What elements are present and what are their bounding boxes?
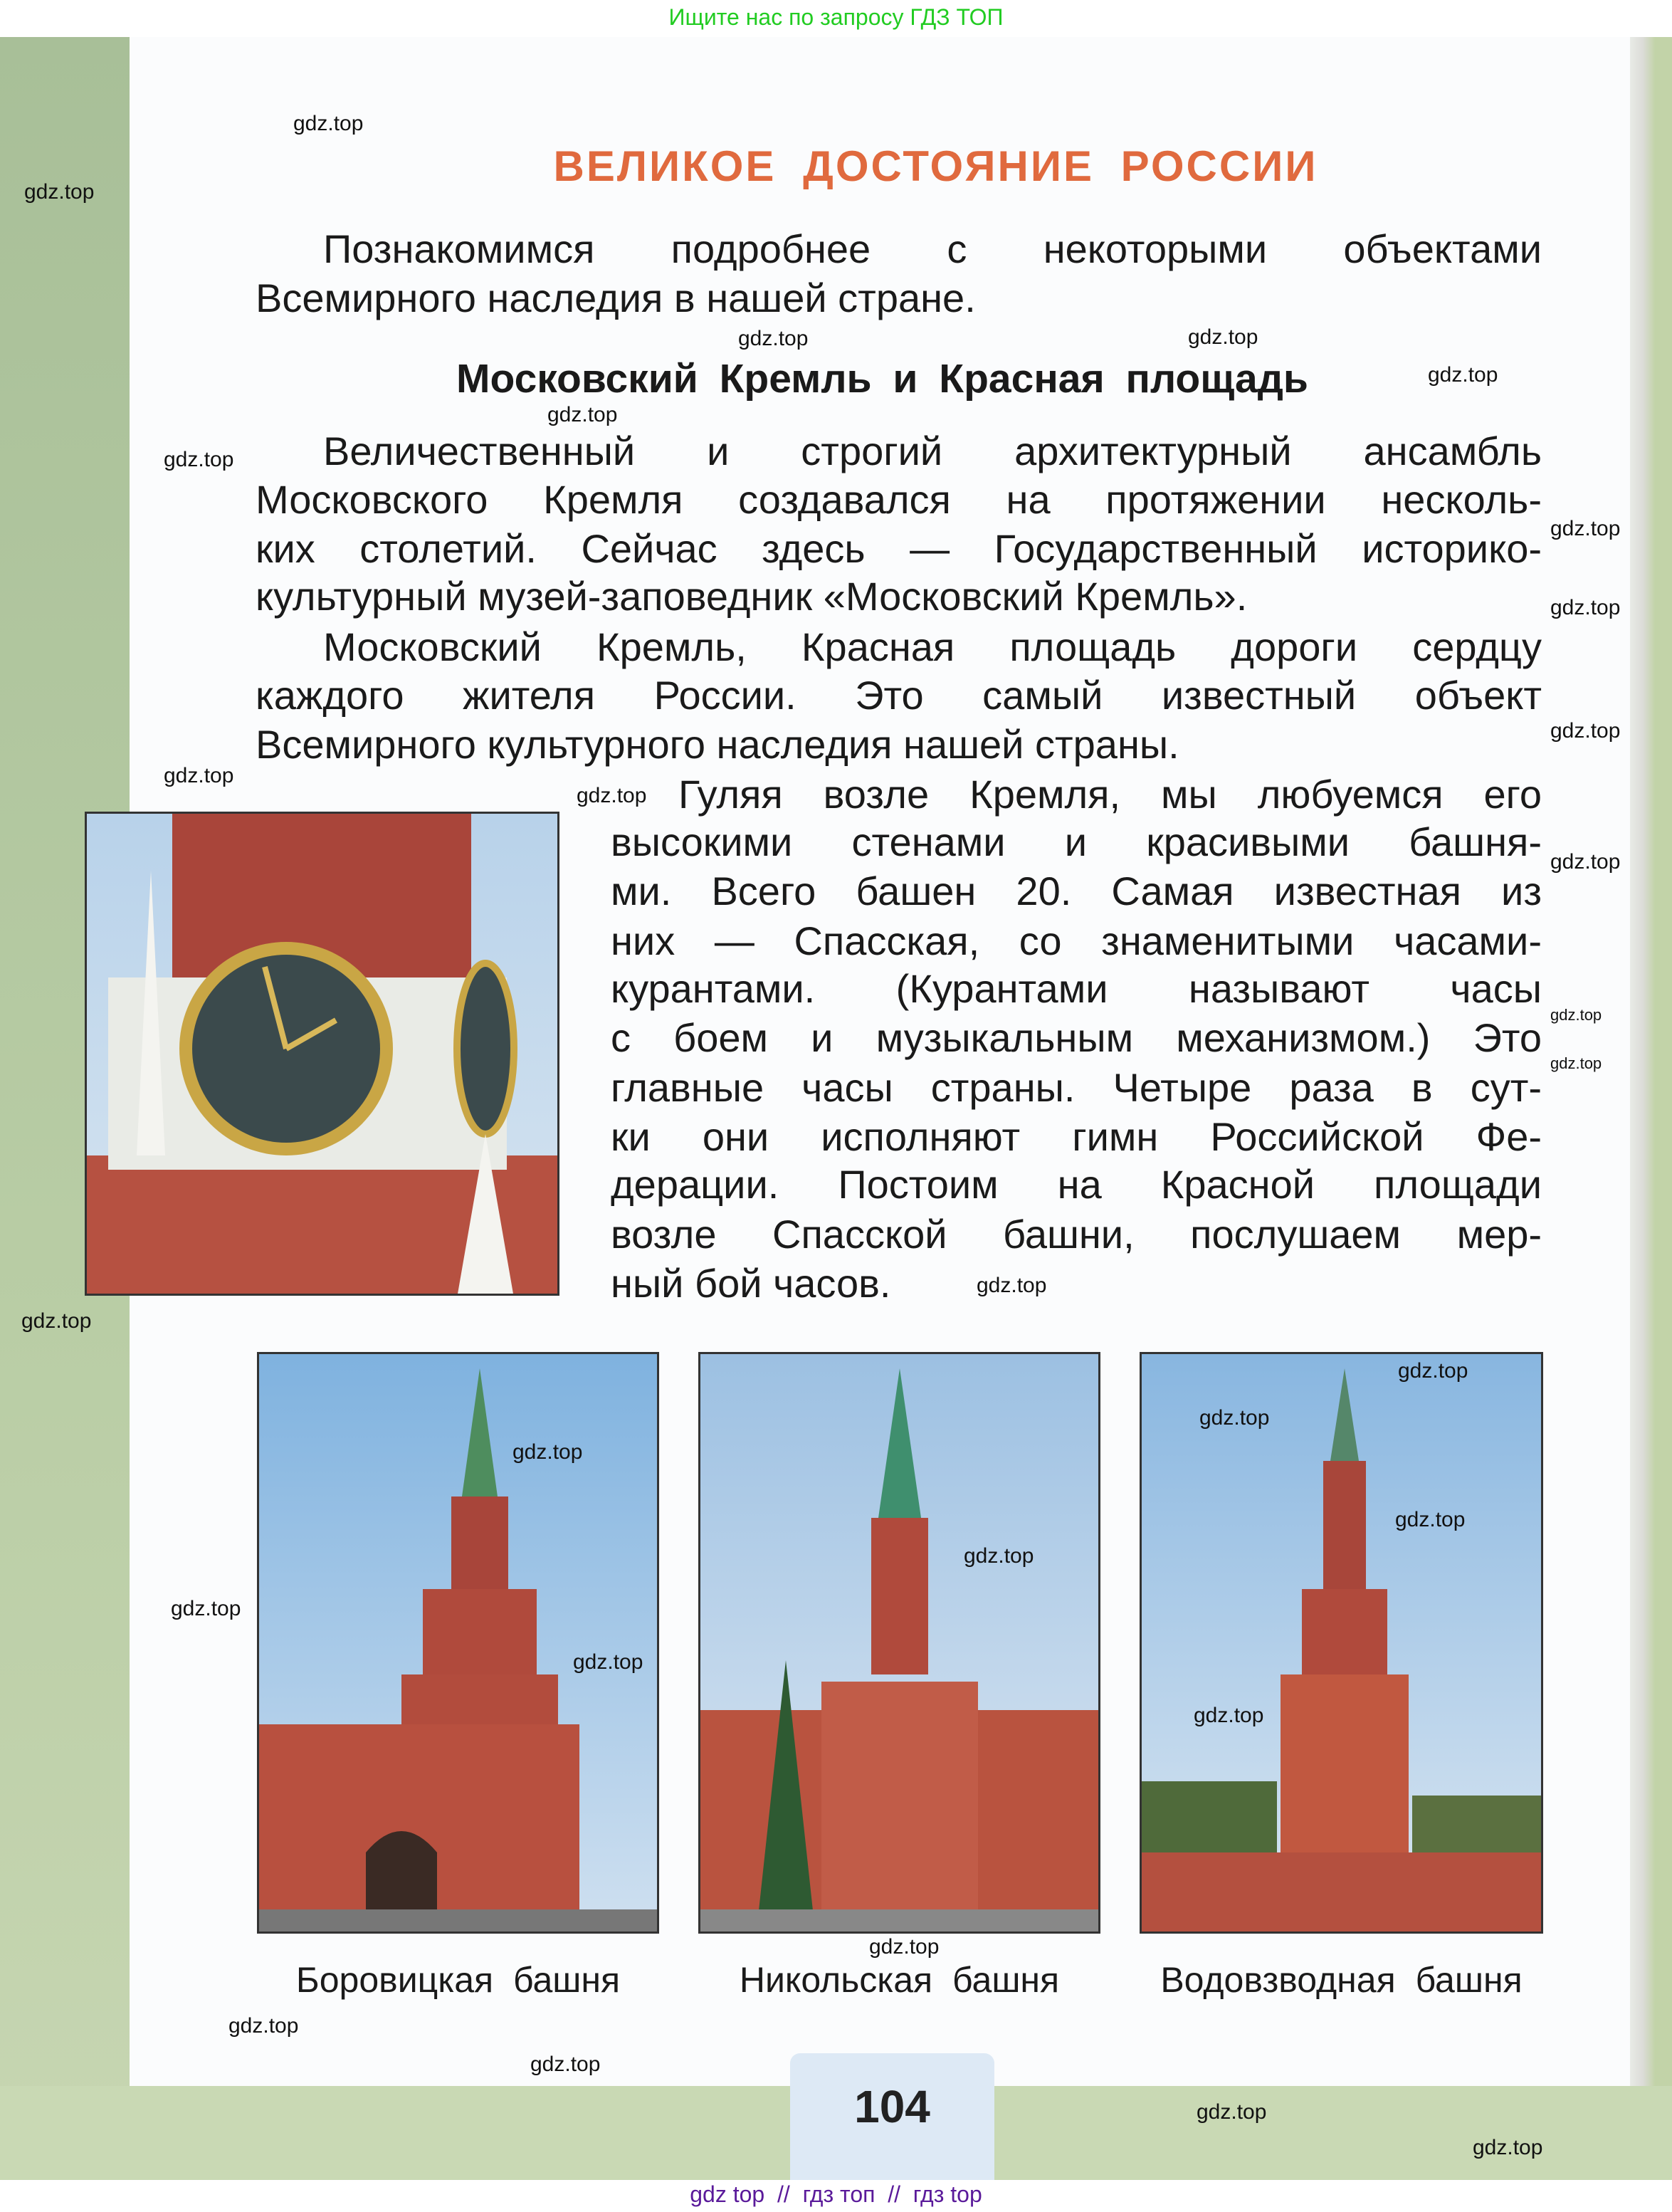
text-line-content: каждого жителя России. Это самый известный объект bbox=[256, 673, 1542, 718]
watermark: gdz.top bbox=[1550, 517, 1621, 540]
watermark: gdz.top bbox=[1194, 1704, 1264, 1727]
text-line-content: культурный музей-заповедник «Московский Кремль». bbox=[256, 574, 1248, 619]
watermark: gdz.top bbox=[1550, 719, 1621, 743]
watermark: gdz.top bbox=[577, 784, 647, 807]
watermark: gdz.top bbox=[228, 2014, 299, 2038]
text-line-content: ный бой часов. bbox=[611, 1261, 891, 1306]
text-line bbox=[256, 722, 1542, 767]
text-line-content: Познакомимся подробнее с некоторыми объектами bbox=[323, 226, 1542, 271]
text-line bbox=[611, 1212, 1542, 1257]
watermark: gdz.top bbox=[1550, 1006, 1602, 1024]
text-line bbox=[611, 819, 1542, 865]
text-line-content: возле Спасской башни, послушаем мер- bbox=[611, 1212, 1542, 1257]
text-line-content: высокими стенами и красивыми башня- bbox=[611, 819, 1542, 864]
text-line bbox=[323, 226, 1542, 272]
watermark: gdz.top bbox=[530, 2053, 601, 2076]
watermark: gdz.top bbox=[512, 1440, 583, 1464]
watermark: gdz.top bbox=[21, 1309, 92, 1333]
watermark: gdz.top bbox=[1428, 363, 1498, 387]
text-line-content: Величественный и строгий архитектурный ансамбль bbox=[323, 429, 1542, 473]
text-line bbox=[611, 966, 1542, 1012]
page-number: 104 bbox=[790, 2053, 994, 2180]
borovitskaya-tower-photo bbox=[257, 1352, 659, 1934]
page-title: ВЕЛИКОЕ ДОСТОЯНИЕ РОССИИ bbox=[553, 142, 1318, 190]
text-line bbox=[323, 429, 1542, 474]
watermark: gdz.top bbox=[164, 764, 234, 787]
text-line-content: Московский Кремль, Красная площадь дороги сердцу bbox=[323, 624, 1542, 669]
watermark: gdz.top bbox=[1473, 2136, 1543, 2159]
watermark: gdz.top bbox=[977, 1274, 1047, 1297]
watermark: gdz.top bbox=[1199, 1406, 1270, 1430]
text-line-content: курантами. (Курантами называют часы bbox=[611, 966, 1542, 1011]
watermark: gdz.top bbox=[1550, 596, 1621, 619]
text-line-content: Всемирного наследия в нашей стране. bbox=[256, 276, 976, 320]
watermark: gdz.top bbox=[547, 403, 618, 426]
watermark: gdz.top bbox=[1188, 325, 1258, 349]
text-line bbox=[256, 673, 1542, 718]
nikolskaya-tower-photo bbox=[698, 1352, 1100, 1934]
text-line bbox=[256, 574, 1542, 619]
text-line-content: ми. Всего башен 20. Самая известная из bbox=[611, 869, 1542, 913]
watermark: gdz.top bbox=[1550, 1054, 1602, 1072]
text-line-content: главные часы страны. Четыре раза в сут- bbox=[611, 1065, 1542, 1110]
watermark: gdz.top bbox=[171, 1597, 241, 1620]
vodovzvodnaya-tower-photo bbox=[1140, 1352, 1543, 1934]
spasskaya-tower-clock-photo bbox=[85, 812, 559, 1296]
watermark: gdz.top bbox=[738, 327, 809, 350]
text-line bbox=[256, 276, 1252, 321]
text-line bbox=[678, 772, 1542, 817]
top-banner[interactable]: Ищите нас по запросу ГДЗ ТОП bbox=[0, 0, 1672, 37]
text-line bbox=[256, 477, 1542, 523]
text-line bbox=[611, 918, 1542, 964]
text-line bbox=[611, 1162, 1542, 1207]
section-heading: Московский Кремль и Красная площадь bbox=[456, 356, 1308, 402]
watermark: gdz.top bbox=[164, 448, 234, 471]
text-line bbox=[611, 1015, 1542, 1061]
text-line-content: ких столетий. Сейчас здесь — Государственный историко- bbox=[256, 526, 1542, 571]
text-line bbox=[323, 624, 1542, 670]
watermark: gdz.top bbox=[869, 1935, 940, 1959]
text-line-content: Гуляя возле Кремля, мы любуемся его bbox=[678, 772, 1542, 817]
caption-vodovzvodnaya: Водовзводная башня bbox=[1160, 1960, 1523, 2000]
text-line-content: Всемирного культурного наследия нашей страны. bbox=[256, 722, 1179, 767]
watermark: gdz.top bbox=[1550, 850, 1621, 874]
text-line-content: дерации. Постоим на Красной площади bbox=[611, 1162, 1542, 1207]
watermark: gdz.top bbox=[1395, 1508, 1466, 1531]
watermark: gdz.top bbox=[293, 112, 364, 135]
text-line bbox=[611, 869, 1542, 914]
text-line-content: ки они исполняют гимн Российской Фе- bbox=[611, 1114, 1542, 1159]
text-line-content: них — Спасская, со знаменитыми часами- bbox=[611, 918, 1542, 963]
watermark: gdz.top bbox=[1197, 2100, 1267, 2124]
text-line bbox=[611, 1065, 1542, 1111]
watermark: gdz.top bbox=[964, 1544, 1034, 1568]
bottom-banner[interactable]: gdz top // гдз топ // гдз top bbox=[0, 2180, 1672, 2212]
watermark: gdz.top bbox=[1398, 1359, 1468, 1383]
text-line bbox=[256, 526, 1542, 572]
text-line-content: с боем и музыкальным механизмом.) Это bbox=[611, 1015, 1542, 1060]
caption-borovitskaya: Боровицкая башня bbox=[295, 1960, 621, 2000]
caption-nikolskaya: Никольская башня bbox=[739, 1960, 1060, 2000]
text-line-content: Московского Кремля создавался на протяжении несколь- bbox=[256, 477, 1542, 522]
watermark: gdz.top bbox=[24, 180, 95, 204]
watermark: gdz.top bbox=[573, 1650, 643, 1674]
text-line bbox=[611, 1114, 1542, 1160]
